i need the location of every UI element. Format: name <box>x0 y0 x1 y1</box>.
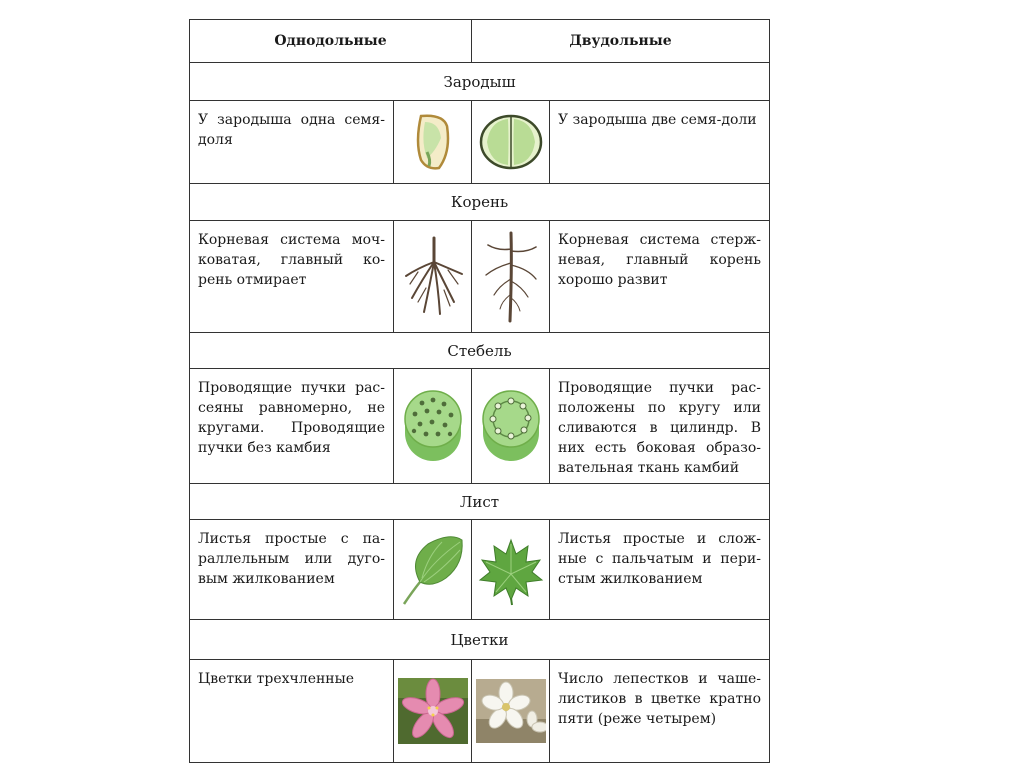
section-title-row <box>190 184 769 221</box>
section-title-root: Корень <box>450 193 509 211</box>
dicot-description: Проводящие пучки рас-положены по кругу или сливаются в цилиндр. В них есть боковая образо-вательная ткань камбий <box>558 380 761 476</box>
monocot-description: Цветки трехчленные <box>190 660 394 762</box>
content-row-flowers <box>190 660 769 762</box>
fibrous-root-icon <box>398 232 468 322</box>
header-dicots: Двудольные <box>569 33 672 49</box>
parallel-vein-leaf-icon <box>398 530 468 610</box>
monocot-description: Корневая система моч-коватая, главный ко-рень отмирает <box>190 221 394 332</box>
section-title-stem: Стебель <box>447 341 512 360</box>
table-header-row <box>190 20 769 63</box>
dicot-image-cell <box>472 660 550 762</box>
content-row-embryo <box>190 101 769 184</box>
section-title-leaf: Лист <box>459 492 500 511</box>
monocot-image-cell <box>394 221 472 332</box>
section-title-flowers: Цветки <box>450 630 509 649</box>
dicot-image-cell <box>472 101 550 183</box>
dicot-image-cell <box>472 520 550 619</box>
dicot-description: Листья простые и слож-ные с пальчатым и пери-стым жилкованием <box>558 531 761 587</box>
dicot-image-cell <box>472 369 550 483</box>
dicot-seed-icon <box>478 113 544 171</box>
monocot-description: Проводящие пучки рас-сеяны равномерно, не кругами. Проводящие пучки без камбия <box>190 369 394 483</box>
content-row-root <box>190 221 769 333</box>
dicot-description: Число лепестков и чаше-листиков в цветке кратно пяти (реже четырем) <box>558 671 761 727</box>
monocot-description: У зародыша одна семя-доля <box>190 101 394 183</box>
monocot-image-cell <box>394 660 472 762</box>
dicot-description: Корневая система стерж-невая, главный корень хорошо развит <box>558 232 761 288</box>
monocot-description: Листья простые с па-раллельным или дуго-вым жилкованием <box>190 520 394 619</box>
header-monocots: Однодольные <box>190 20 472 62</box>
content-row-leaf <box>190 520 769 620</box>
white-flower-icon <box>476 679 546 743</box>
pink-lily-flower-icon <box>398 678 468 744</box>
section-title-row <box>190 620 769 660</box>
monocot-seed-icon <box>413 112 453 172</box>
section-title-embryo: Зародыш <box>443 72 516 91</box>
comparison-table <box>189 19 770 763</box>
monocot-image-cell <box>394 369 472 483</box>
dicot-description: У зародыша две семя-доли <box>558 112 757 128</box>
monocot-image-cell <box>394 101 472 183</box>
taproot-icon <box>476 229 546 325</box>
monocot-stem-section-icon <box>400 387 466 465</box>
section-title-row <box>190 333 769 369</box>
dicot-image-cell <box>472 221 550 332</box>
content-row-stem <box>190 369 769 484</box>
section-title-row <box>190 484 769 520</box>
dicot-stem-section-icon <box>478 387 544 465</box>
section-title-row <box>190 63 769 101</box>
monocot-image-cell <box>394 520 472 619</box>
palmate-leaf-icon <box>476 534 546 606</box>
